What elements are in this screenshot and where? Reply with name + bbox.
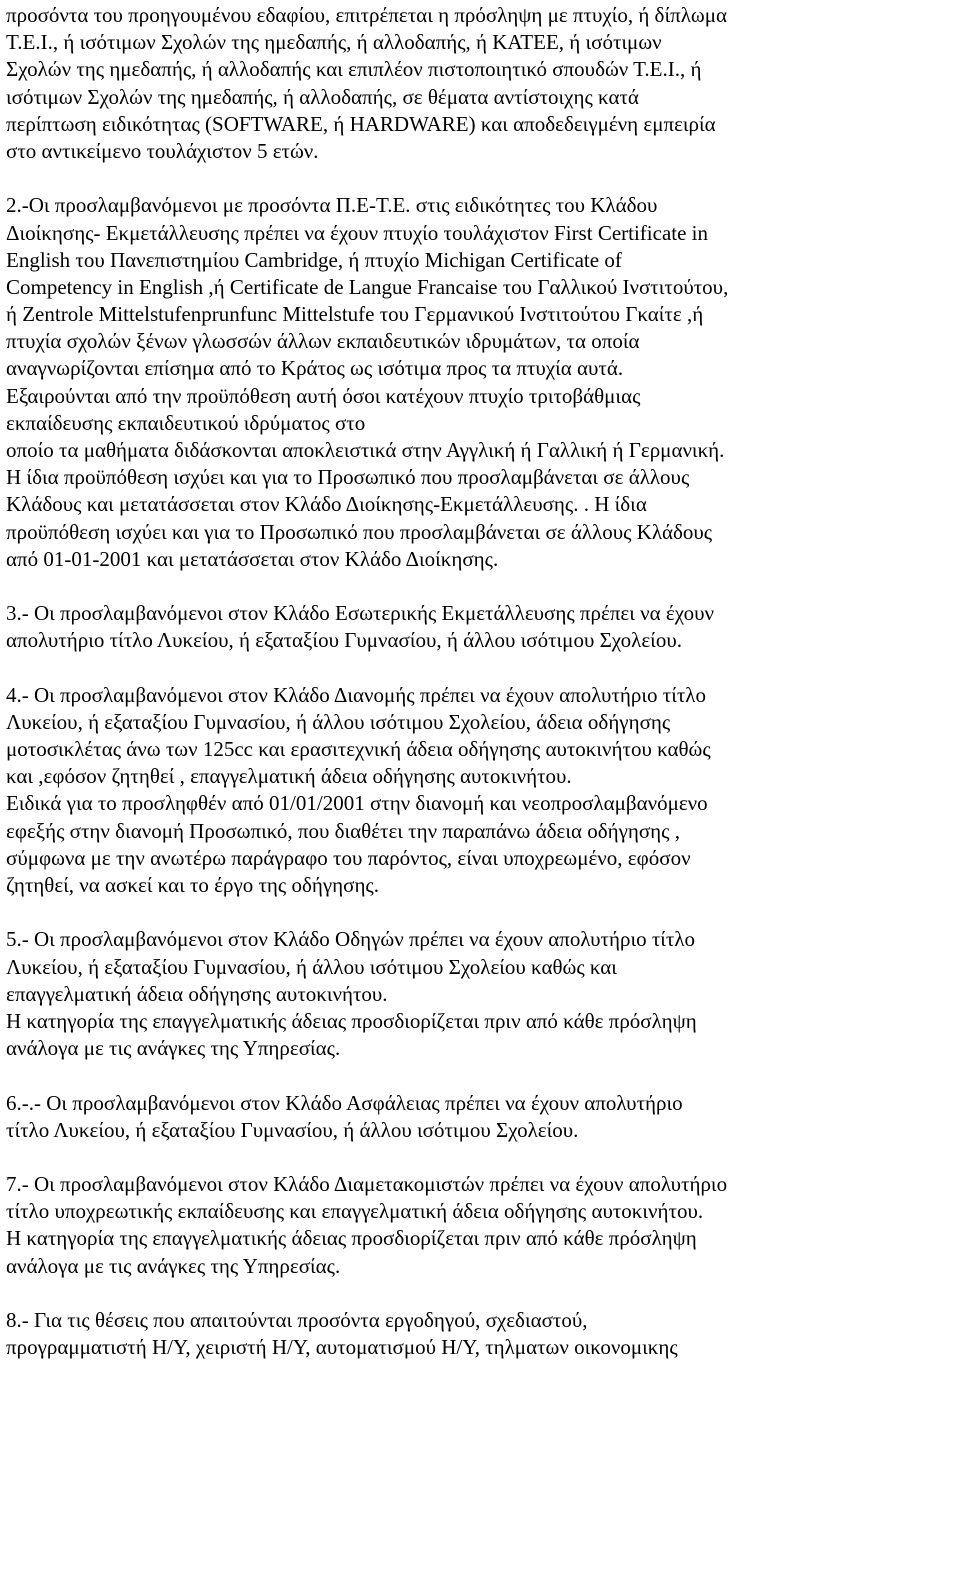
text-line: ανάλογα με τις ανάγκες της Υπηρεσίας.	[6, 1036, 341, 1061]
paragraph-gap	[6, 1280, 956, 1307]
text-line: Ειδικά για το προσληφθέν από 01/01/2001 στην διανομή και νεοπροσλαμβανόμενο	[6, 791, 708, 816]
text-line: στο αντικείμενο τουλάχιστον 5 ετών.	[6, 138, 319, 163]
paragraph-intro	[6, 2, 956, 165]
text-line: 5.- Οι προσλαμβανόμενοι στον Κλάδο Οδηγών πρέπει να έχουν απολυτήριο τίτλο	[6, 927, 696, 952]
text-line: English του Πανεπιστημίου Cambridge, ή πτυχίο Michigan Certificate of	[6, 247, 622, 272]
text-line: Διοίκησης- Εκμετάλλευσης πρέπει να έχουν πτυχίο τουλάχιστον First Certificate in	[6, 220, 709, 245]
text-line: περίπτωση ειδικότητας (SOFTWARE, ή HARDWARE) και αποδεδειγμένη εμπειρία	[6, 111, 716, 136]
text-line: Εξαιρούνται από την προϋπόθεση αυτή όσοι κατέχουν πτυχίο τριτοβάθμιας	[6, 383, 641, 408]
text-line: Λυκείου, ή εξαταξίου Γυμνασίου, ή άλλου ισότιμου Σχολείου καθώς και	[6, 954, 617, 979]
text-line: Competency in English ,ή Certificate de Langue Francaise του Γαλλικού Ινστιτούτου,	[6, 274, 729, 299]
text-line: Η ίδια προϋπόθεση ισχύει και για το Προσωπικό που προσλαμβάνεται σε άλλους	[6, 465, 690, 490]
paragraph-gap	[6, 655, 956, 682]
paragraph-item-2	[6, 192, 956, 573]
paragraph-item-3	[6, 600, 956, 654]
text-line: εκπαίδευσης εκπαιδευτικού ιδρύματος στο	[6, 410, 366, 435]
paragraph-gap	[6, 1144, 956, 1171]
text-line: Τ.Ε.Ι., ή ισότιμων Σχολών της ημεδαπής, ή αλλοδαπής, ή ΚΑΤΕΕ, ή ισότιμων	[6, 30, 662, 55]
paragraph-item-5	[6, 926, 956, 1062]
text-line: Σχολών της ημεδαπής, ή αλλοδαπής και επιπλέον πιστοποιητικό σπουδών Τ.Ε.Ι., ή	[6, 57, 702, 82]
text-line: 3.- Οι προσλαμβανόμενοι στον Κλάδο Εσωτερικής Εκμετάλλευσης πρέπει να έχουν	[6, 601, 714, 626]
text-line: οποίο τα μαθήματα διδάσκονται αποκλειστικά στην Αγγλική ή Γαλλική ή Γερμανική.	[6, 438, 725, 462]
paragraph-item-6	[6, 1090, 956, 1144]
paragraph-gap	[6, 1062, 956, 1089]
text-line: προϋπόθεση ισχύει και για το Προσωπικό που προσλαμβάνεται σε άλλους Κλάδους	[6, 519, 713, 544]
paragraph-item-4	[6, 682, 956, 900]
text-line: εφεξής στην διανομή Προσωπικό, που διαθέτει την παραπάνω άδεια οδήγησης ,	[6, 818, 680, 843]
text-line: από 01-01-2001 και μετατάσσεται στον Κλάδο Διοίκησης.	[6, 546, 499, 571]
text-line: τίτλο Λυκείου, ή εξαταξίου Γυμνασίου, ή άλλου ισότιμου Σχολείου.	[6, 1117, 579, 1142]
paragraph-gap	[6, 899, 956, 926]
text-line: ή Zentrole Mittelstufenprunfunc Mittelstufe του Γερμανικού Ινστιτούτου Γκαίτε ,ή	[6, 302, 704, 327]
document-page	[6, 2, 956, 1361]
paragraph-item-8	[6, 1307, 956, 1361]
text-line: ανάλογα με τις ανάγκες της Υπηρεσίας.	[6, 1253, 341, 1278]
text-line: Η κατηγορία της επαγγελματικής άδειας προσδιορίζεται πριν από κάθε πρόσληψη	[6, 1008, 697, 1033]
text-line: Λυκείου, ή εξαταξίου Γυμνασίου, ή άλλου ισότιμου Σχολείου, άδεια οδήγησης	[6, 709, 671, 734]
text-line: και ,εφόσον ζητηθεί , επαγγελματική άδεια οδήγησης αυτοκινήτου.	[6, 764, 572, 789]
text-line: μοτοσικλέτας άνω των 125cc και ερασιτεχνική άδεια οδήγησης αυτοκινήτου καθώς	[6, 737, 711, 762]
text-line: ζητηθεί, να ασκεί και το έργο της οδήγησης.	[6, 873, 379, 897]
text-line: 6.-.- Οι προσλαμβανόμενοι στον Κλάδο Ασφάλειας πρέπει να έχουν απολυτήριο	[6, 1090, 683, 1115]
text-line: επαγγελματική άδεια οδήγησης αυτοκινήτου.	[6, 981, 388, 1006]
text-line: ισότιμων Σχολών της ημεδαπής, ή αλλοδαπής, σε θέματα αντίστοιχης κατά	[6, 84, 639, 109]
text-line: πτυχία σχολών ξένων γλωσσών άλλων εκπαιδευτικών ιδρυμάτων, τα οποία	[6, 329, 640, 354]
text-line: 7.- Οι προσλαμβανόμενοι στον Κλάδο Διαμετακομιστών πρέπει να έχουν απολυτήριο	[6, 1172, 728, 1197]
text-line: σύμφωνα με την ανωτέρω παράγραφο του παρόντος, είναι υποχρεωμένο, εφόσον	[6, 845, 691, 870]
text-line: 4.- Οι προσλαμβανόμενοι στον Κλάδο Διανομής πρέπει να έχουν απολυτήριο τίτλο	[6, 682, 706, 707]
text-line: τίτλο υποχρεωτικής εκπαίδευσης και επαγγελματική άδεια οδήγησης αυτοκινήτου.	[6, 1199, 704, 1224]
text-line: Κλάδους και μετατάσσεται στον Κλάδο Διοίκησης-Εκμετάλλευσης. . Η ίδια	[6, 492, 647, 517]
text-line: προσόντα του προηγουμένου εδαφίου, επιτρέπεται η πρόσληψη με πτυχίο, ή δίπλωμα	[6, 3, 727, 27]
paragraph-gap	[6, 573, 956, 600]
paragraph-gap	[6, 165, 956, 192]
paragraph-item-7	[6, 1171, 956, 1280]
text-line: προγραμματιστή Η/Υ, χειριστή Η/Υ, αυτοματισμού Η/Υ, τηλματων οικονομικης	[6, 1335, 678, 1360]
text-line: 2.-Οι προσλαμβανόμενοι με προσόντα Π.Ε-Τ.Ε. στις ειδικότητες του Κλάδου	[6, 193, 658, 218]
text-line: 8.- Για τις θέσεις που απαιτούνται προσόντα εργοδηγού, σχεδιαστού,	[6, 1308, 588, 1332]
text-line: Η κατηγορία της επαγγελματικής άδειας προσδιορίζεται πριν από κάθε πρόσληψη	[6, 1226, 697, 1251]
text-line: απολυτήριο τίτλο Λυκείου, ή εξαταξίου Γυμνασίου, ή άλλου ισότιμου Σχολείου.	[6, 628, 682, 653]
text-line: αναγνωρίζονται επίσημα από το Κράτος ως ισότιμα προς τα πτυχία αυτά.	[6, 356, 624, 381]
